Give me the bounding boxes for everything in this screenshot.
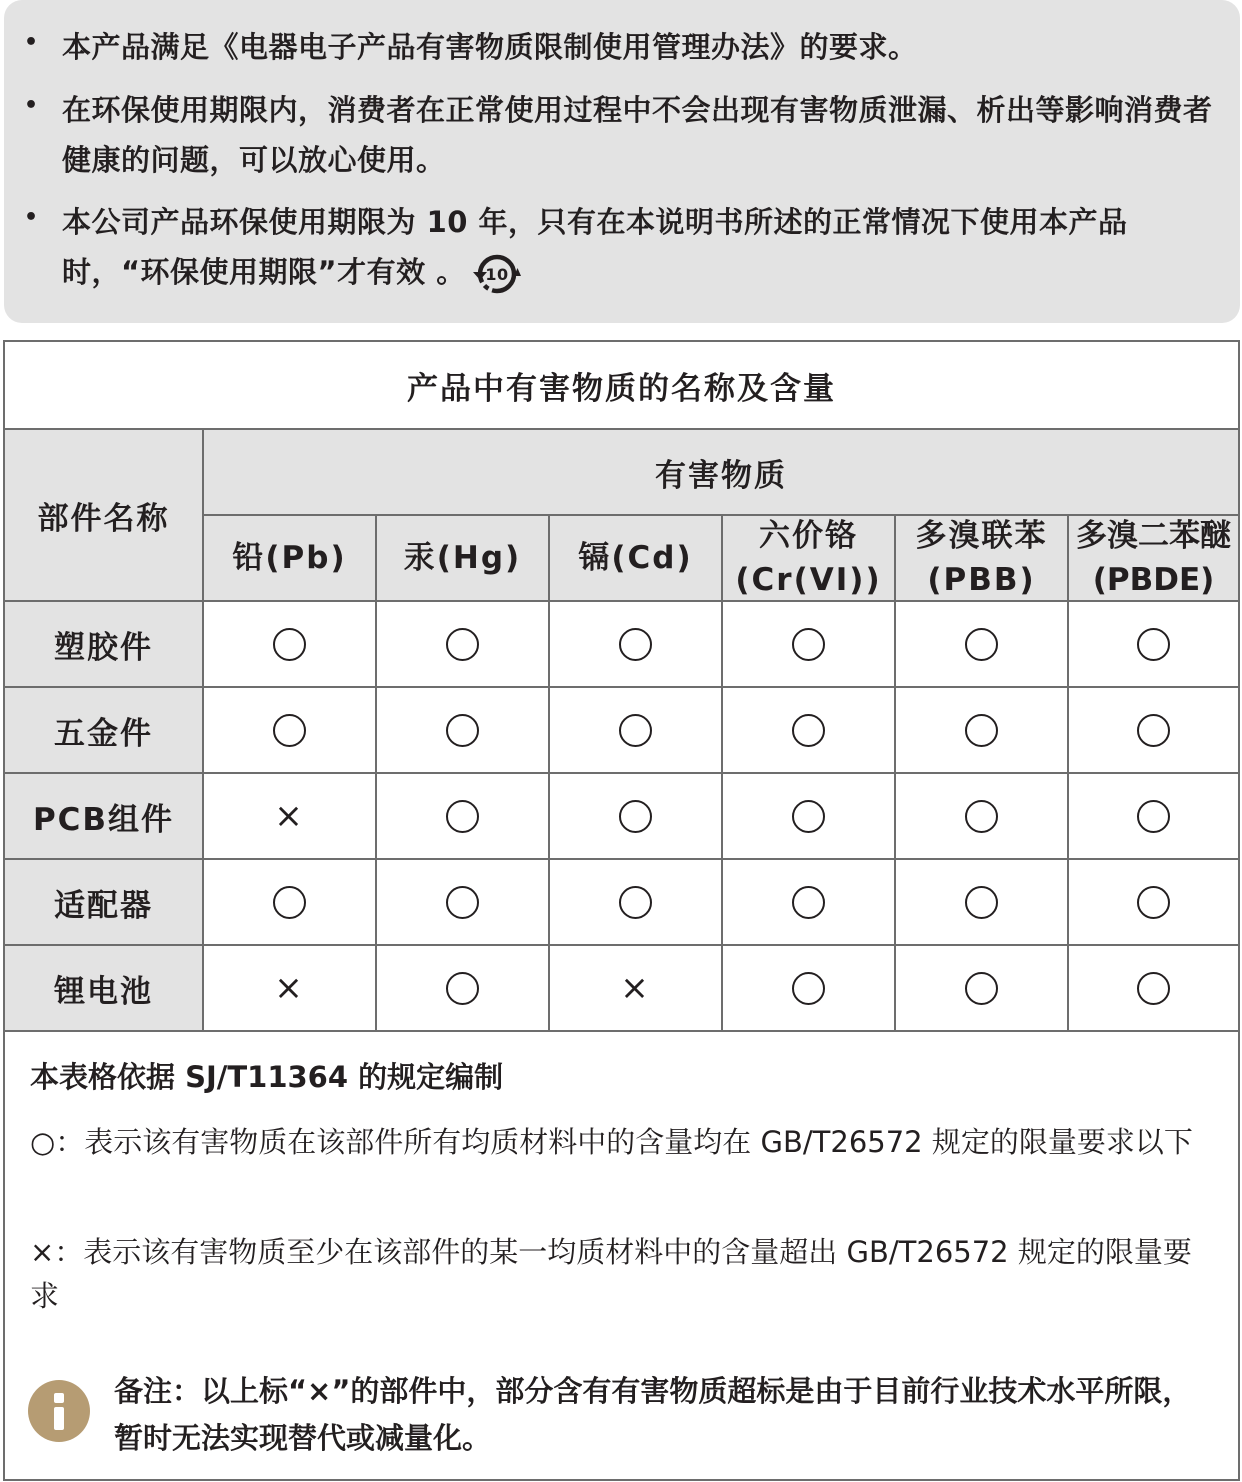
table-cell (202, 944, 375, 1030)
table-cell (894, 686, 1067, 772)
compliant-circle-mark (619, 714, 652, 747)
row-part-name (5, 600, 202, 686)
hazardous-substance-table (3, 340, 1240, 1481)
compliant-circle-mark (446, 714, 479, 747)
column-header-pb (202, 514, 375, 600)
table-cell (202, 600, 375, 686)
notice-bullet-text: 本产品满足《电器电子产品有害物质限制使用管理办法》的要求。 (62, 30, 918, 64)
rohs-10-year-icon (472, 252, 522, 296)
rohs-logo-number: 10 (485, 265, 509, 284)
compliant-circle-mark (792, 800, 825, 833)
column-header-line1: 汞(Hg) (403, 540, 522, 576)
row-part-name-text: PCB组件 (32, 801, 175, 838)
row-part-name-text: 锂电池 (54, 973, 153, 1010)
notice-panel (4, 0, 1240, 323)
column-header-cr6 (721, 514, 894, 600)
substance-header-text: 有害物质 (655, 457, 787, 494)
compliant-circle-mark (792, 886, 825, 919)
compliant-circle-mark (619, 886, 652, 919)
table-cell (375, 772, 548, 858)
table-cell (375, 944, 548, 1030)
notice-bullet-3-text: 本公司产品环保使用期限为 10 年，只有在本说明书所述的正常情况下使用本产品时，“环保使用期限”才有效 。 (62, 205, 1128, 289)
compliant-circle-mark (965, 628, 998, 661)
row-part-name (5, 686, 202, 772)
column-header-hg (375, 514, 548, 600)
column-header-pbde (1067, 514, 1238, 600)
exceeds-cross-mark: × (274, 796, 305, 836)
compliant-circle-mark (965, 886, 998, 919)
table-cell (1067, 686, 1238, 772)
compliant-circle-mark (446, 972, 479, 1005)
table-cell (548, 858, 721, 944)
table-cell (1067, 600, 1238, 686)
table-cell (375, 600, 548, 686)
compliant-circle-mark (446, 800, 479, 833)
table-cell (894, 600, 1067, 686)
compliant-circle-mark (619, 628, 652, 661)
bullet-dot: • (24, 30, 39, 55)
column-header-cd (548, 514, 721, 600)
table-cell (721, 600, 894, 686)
table-cell (721, 944, 894, 1030)
column-header-pbb (894, 514, 1067, 600)
exceeds-cross-mark: × (620, 968, 651, 1008)
table-cell (548, 944, 721, 1030)
row-part-name-text: 塑胶件 (54, 629, 153, 666)
table-cell (548, 600, 721, 686)
compliant-circle-mark (1137, 886, 1170, 919)
compliant-circle-mark (1137, 800, 1170, 833)
row-part-name-text: 五金件 (54, 715, 153, 752)
remark-note: 备注：以上标“×”的部件中，部分含有有害物质超标是由于目前行业技术水平所限，暂时无法实现替代或减量化。 (114, 1374, 1192, 1455)
exceeds-cross-mark: × (274, 968, 305, 1008)
bullet-dot: • (24, 205, 39, 230)
table-cell (548, 686, 721, 772)
column-header-line1: 多溴联苯 (915, 518, 1048, 554)
table-cell (548, 772, 721, 858)
table-cell (202, 772, 375, 858)
table-cell (375, 686, 548, 772)
table-cell (375, 858, 548, 944)
table-cell (894, 944, 1067, 1030)
column-header-line1: 六价铬 (759, 518, 858, 554)
compliant-circle-mark (619, 800, 652, 833)
row-part-name (5, 772, 202, 858)
cross-legend-note: ×：表示该有害物质至少在该部件的某一均质材料中的含量超出 GB/T26572 规定的限量要求 (30, 1235, 1192, 1313)
circle-legend-note: ○：表示该有害物质在该部件所有均质材料中的含量均在 GB/T26572 规定的限量要求以下 (30, 1125, 1193, 1159)
column-header-line2: (PBDE) (1092, 562, 1215, 598)
compliant-circle-mark (273, 714, 306, 747)
row-part-name-text: 适配器 (54, 887, 153, 924)
compliant-circle-mark (792, 628, 825, 661)
compliant-circle-mark (446, 628, 479, 661)
table-cell (894, 858, 1067, 944)
info-icon (28, 1380, 90, 1442)
compliant-circle-mark (965, 714, 998, 747)
notice-bullet-text: 在环保使用期限内，消费者在正常使用过程中不会出现有害物质泄漏、析出等影响消费者健康的问题，可以放心使用。 (62, 93, 1213, 177)
compliant-circle-mark (446, 886, 479, 919)
standard-basis-note: 本表格依据 SJ/T11364 的规定编制 (30, 1060, 504, 1094)
row-part-name (5, 944, 202, 1030)
column-header-line2: (Cr(VI)) (735, 562, 882, 598)
table-cell (721, 772, 894, 858)
table-cell (1067, 772, 1238, 858)
table-title (5, 342, 1238, 428)
notice-bullet-text (62, 197, 1222, 297)
compliant-circle-mark (1137, 714, 1170, 747)
compliant-circle-mark (965, 800, 998, 833)
table-cell (202, 858, 375, 944)
column-header-line2: (PBB) (927, 562, 1036, 598)
part-name-header (5, 428, 202, 600)
table-divider (5, 1030, 1238, 1032)
compliant-circle-mark (792, 714, 825, 747)
column-header-line1: 铅(Pb) (232, 540, 347, 576)
compliant-circle-mark (792, 972, 825, 1005)
table-cell (1067, 944, 1238, 1030)
table-cell (202, 686, 375, 772)
part-name-header-text: 部件名称 (37, 500, 170, 537)
table-cell (1067, 858, 1238, 944)
compliant-circle-mark (273, 628, 306, 661)
bullet-dot: • (24, 93, 39, 118)
column-header-line1: 多溴二苯醚 (1076, 518, 1231, 554)
table-cell (721, 686, 894, 772)
row-part-name (5, 858, 202, 944)
table-title-text: 产品中有害物质的名称及含量 (407, 370, 836, 407)
table-cell (894, 772, 1067, 858)
substance-header (202, 428, 1238, 514)
table-cell (721, 858, 894, 944)
column-header-line1: 镉(Cd) (578, 540, 693, 576)
compliant-circle-mark (1137, 972, 1170, 1005)
compliant-circle-mark (1137, 628, 1170, 661)
compliant-circle-mark (965, 972, 998, 1005)
compliant-circle-mark (273, 886, 306, 919)
